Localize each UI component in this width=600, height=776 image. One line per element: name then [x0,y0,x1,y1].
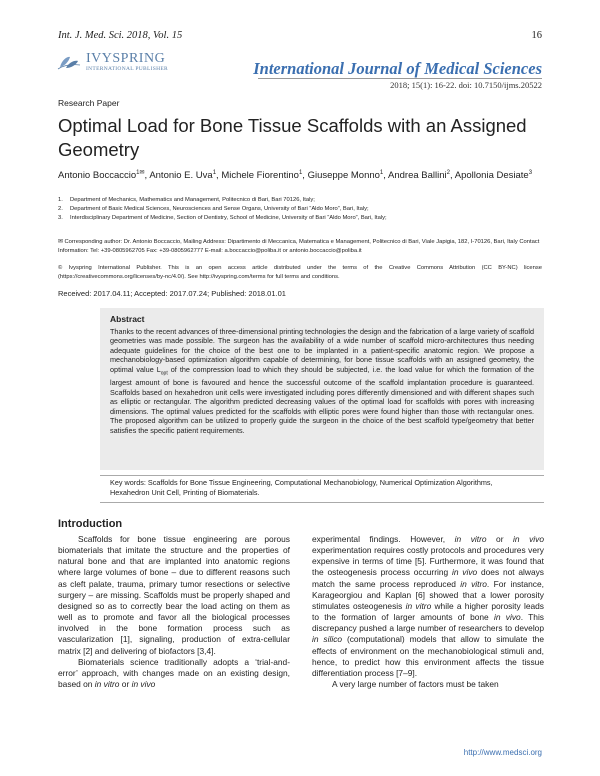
italic-term: in vivo [494,612,521,623]
author-affiliation-marker: 2 [446,170,450,176]
abstract-text-part: of the compression load to which they should be subjected, i.e. the load value for which the formation of the largest amount of bone is favoured and hence the successful outcome of the scaffold implantation procedure is guaranteed. Scaffolds based on hexahedron unit cells were investigated including pores differently dimensioned and with different shapes such as elliptic or rectangular. The algorithm predicted decreasing values of the optimal load for scaffolds with pores with increasing dimensions. The optimal values predicted for the scaffolds with elliptic pores were found higher than those with rectangular ones. The proposed algorithm can be utilized to properly guide the surgeon in the choice of the best scaffold type/geometry that better satisfies the specific patient requirements. [110,364,534,435]
affiliation-number: 2. [58,206,63,212]
publisher-subtitle: INTERNATIONAL PUBLISHER [86,66,169,72]
abstract-text-part: Thanks to the recent advances of three-dimensional printing technologies the design and the fabrication of a large variety of scaffold geometries was made possible. The surgeon has the availability of a wide number of scaffold micro-architectures thus needing adequate guidelines for the choice of the best one to be implanted in a patient-specific anatomic region. We propose a mechanobiology-based optimization algorithm capable of determining, for bone tissue scaffolds with an assigned geometry, the optimal value L [110,327,534,374]
text-run: experimentation requires costly protocols and procedures very expensive in terms of time [5]. Furthermore, it was found that the osteogenesis process occurring [312,545,544,578]
license-notice: © Ivyspring International Publisher. This is an open access article distributed under the terms of the Creative Commons Attribution (CC BY-NC) license (https://creativecommons.org/licenses/by-nc/4.0/). See http://ivyspring.com/terms for full terms and conditions. [58,265,542,280]
affiliations [58,196,548,223]
abstract-box [100,308,544,470]
page-number: 16 [531,30,542,41]
affiliation-number: 3. [58,215,63,221]
text-run: experimental findings. However, [312,534,455,544]
header-divider [258,78,542,79]
italic-term: in vivo [513,534,544,544]
text-run: (computational) models that allow to simulate the effects of environment on the mechanobiological stimuli and, hence, to predict how this environment affects the tissue differentiation process [7–9]. [312,634,544,678]
author-name: Andrea Ballini [388,170,447,182]
italic-term: in vitro [460,578,487,589]
author-name: Michele Fiorentino [221,170,299,182]
author-name: Antonio Boccaccio [58,170,137,182]
affiliation-text: Interdisciplinary Department of Medicine, Section of Dentistry, School of Medicine, University of Bari “Aldo Moro”, Bari, Italy; [70,215,387,221]
author-name: Apollonia Desiate [454,170,529,182]
abstract-text [110,327,534,435]
ivy-leaf-icon [56,53,82,71]
author-affiliation-marker: 3 [528,170,533,176]
text-run: . For instance, Karageorgiou and Kaplan [6] showed that a lower porosity stimulates osteogenesis [312,578,544,611]
author-affiliation-marker: 1 [212,170,217,176]
section-heading-introduction: Introduction [58,518,123,530]
article-title: Optimal Load for Bone Tissue Scaffolds with an Assigned Geometry [58,115,527,160]
affiliation-text: Department of Basic Medical Sciences, Neurosciences and Sense Organs, University of Bari “Aldo Moro”, Bari, Italy; [70,206,369,212]
italic-term: in silico [312,634,343,645]
author-list: Antonio Boccaccio$^{1✉}$, Antonio E. Uva$^1$, Michele Fiorentino$^1$, Giuseppe Monno$^1$, Andrea Ballini$^2$, Apollonia Desiate$^3$ [58,170,533,182]
italic-term: in vitro [454,534,487,544]
publisher-name: IVYSPRING [86,51,166,66]
italic-term: in vivo [131,679,156,690]
journal-name: International Journal of Medical Sciences [253,59,542,78]
left-column [58,534,290,690]
affiliation-text: Department of Mechanics, Mathematics and Management, Politecnico di Bari, Bari 70126, Italy; [70,197,315,203]
paragraph [58,657,290,690]
italic-term: in vivo [451,567,478,578]
author-affiliation-marker: 1✉ [136,170,145,176]
keywords: Key words: Scaffolds for Bone Tissue Engineering, Computational Mechanobiology, Numerical Optimization Algorithms, Hexahedron Unit Cell, Printing of Biomaterials. [110,478,493,497]
text-run: or [486,534,514,544]
text-run: Biomaterials science traditionally adopts a ‘trial-and-error’ approach, with changes made on an existing design, based on [58,656,290,690]
corresponding-author: ✉ Corresponding author: Dr. Antonio Boccaccio, Mailing Address: Dipartimento di Meccanica, Matematica e Management, Politecnico di Bari, Viale Japigia, 182, I-70126, Bari, Italy Contact Information: Tel: +39-0805962705 Fax: +39-0805962777 E-mail: a.boccaccio@poliba.it or antonio.boccaccio@poliba.it [58,239,540,254]
publisher-logo [56,52,168,73]
keywords-divider [100,475,544,476]
author-name: Giuseppe Monno [307,170,380,182]
italic-term: in vitro [94,679,120,690]
paragraph: Scaffolds for bone tissue engineering are porous biomaterials that imitate the structure and the properties of natural bone and that are implanted into anatomic regions where large volumes of bone – due to different reasons such as cleft palate, trauma, primary tumor resections or selective surgery – are missing. Scaffolds must be properly shaped and designed so as to correctly bear the load acting on them as well as to promote and favor all the biological processes involved in the bone formation process such as vascularization [1], signaling, production of extra-cellular matrix [2] and delivering of biofactors [3,4]. [58,534,290,656]
text-run: while a higher porosity leads to the formation of larger amounts of bone [312,600,544,623]
text-run: does not always match the same process reproduced [312,567,544,589]
footer-link[interactable]: http://www.medsci.org [463,748,542,757]
article-dates: Received: 2017.04.11; Accepted: 2017.07.24; Published: 2018.01.01 [58,289,286,298]
text-run: . This discrepancy pushed a large number of researchers to develop [312,612,544,634]
italic-term: in vitro [405,600,432,611]
author-affiliation-marker: 1 [379,170,384,176]
paragraph [312,534,544,679]
paragraph: A very large number of factors must be taken [332,679,499,690]
keywords-divider [100,502,544,503]
running-head [58,30,542,41]
affiliation-item [58,205,548,214]
citation: 2018; 15(1): 16-22. doi: 10.7150/ijms.20522 [390,80,542,90]
affiliation-item [58,196,548,205]
text-run: or [119,679,132,690]
abstract-subscript: opt [160,370,168,377]
running-head-journal: Int. J. Med. Sci. 2018, Vol. 15 [58,30,183,41]
affiliation-number: 1. [58,197,63,203]
article-type: Research Paper [58,98,120,108]
affiliation-item [58,214,548,223]
abstract-heading: Abstract [110,314,145,324]
author-affiliation-marker: 1 [298,170,303,176]
right-column [312,534,544,690]
author-name: Antonio E. Uva [149,170,213,182]
